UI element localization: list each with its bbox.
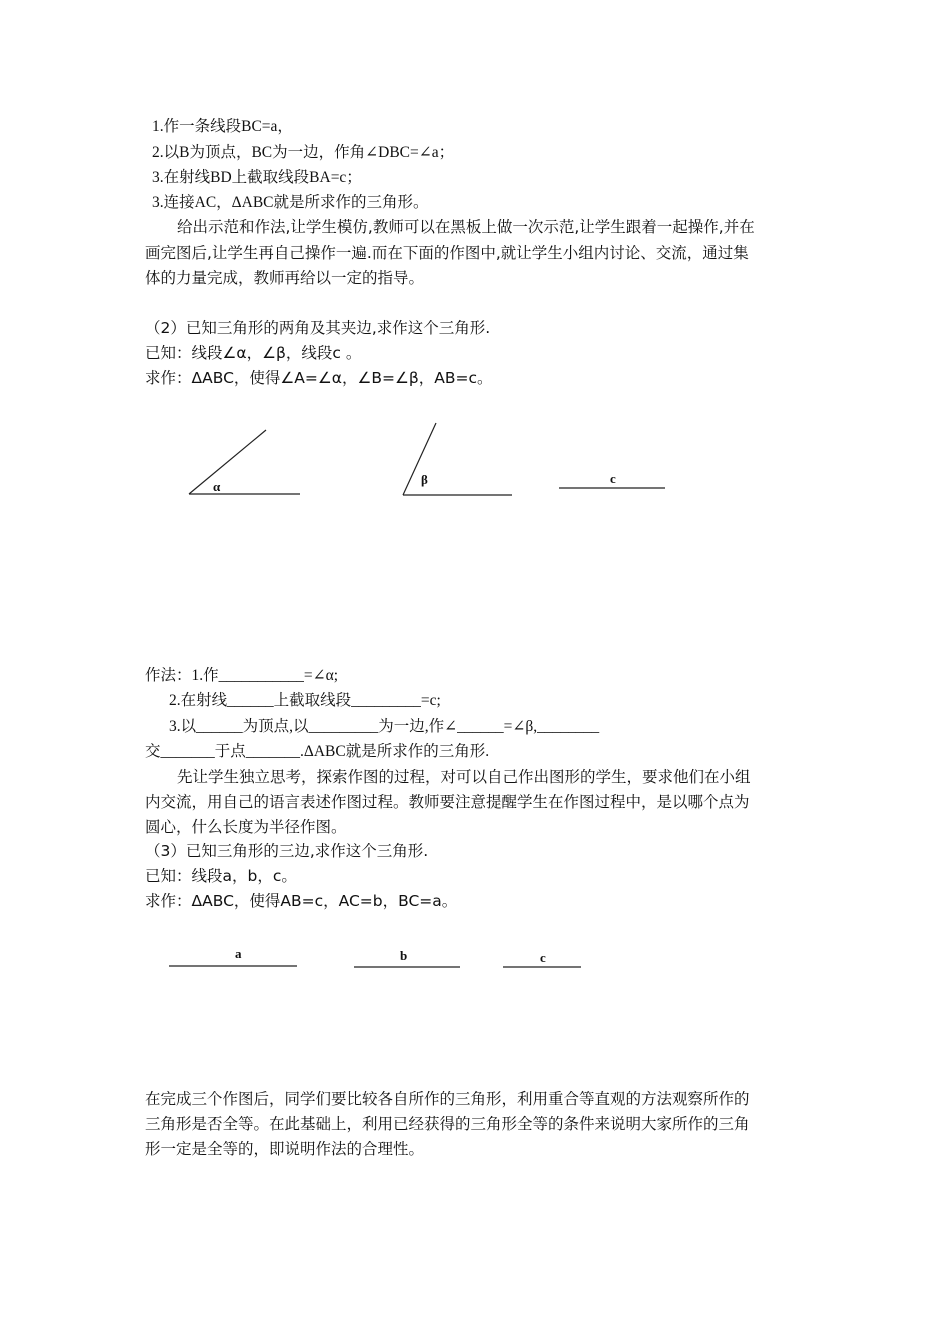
method-2-line-3: 3.以______为顶点,以_________为一边,作∠______=∠β,________ — [169, 718, 600, 735]
problem-3-find: 求作：ΔABC，使得AB=c，AC=b，BC=a。 — [145, 892, 458, 910]
angle-beta-label: β — [421, 472, 428, 487]
conclusion-line-2: 三角形是否全等。在此基础上，利用已经获得的三角形全等的条件来说明大家所作的三角 — [145, 1115, 750, 1133]
paragraph-1-line-1: 给出示范和作法,让学生模仿,教师可以在黑板上做一次示范,让学生跟着一起操作,并在 — [177, 218, 755, 236]
conclusion-line-1: 在完成三个作图后，同学们要比较各自所作的三角形，利用重合等直观的方法观察所作的 — [145, 1090, 750, 1108]
step-1: 1.作一条线段BC=a， — [152, 118, 293, 135]
segment-c-label: c — [610, 471, 616, 486]
step-3: 3.在射线BD上截取线段BA=c； — [152, 169, 362, 186]
paragraph-2-line-1: 先让学生独立思考，探索作图的过程，对可以自己作出图形的学生，要求他们在小组 — [177, 768, 751, 786]
segment-b-label: b — [400, 948, 408, 963]
problem-2-title: （2）已知三角形的两角及其夹边,求作这个三角形. — [145, 319, 491, 337]
method-2-line-2: 2.在射线______上截取线段_________=c; — [169, 692, 441, 709]
problem-3-title: （3）已知三角形的三边,求作这个三角形. — [145, 842, 429, 860]
step-2: 2.以B为顶点，BC为一边，作角∠DBC=∠a； — [152, 144, 455, 161]
problem-3-given: 已知：线段a，b，c。 — [145, 867, 297, 885]
segment-a-label: a — [235, 946, 242, 961]
conclusion-line-3: 形一定是全等的，即说明作法的合理性。 — [145, 1140, 425, 1158]
paragraph-2-line-2: 内交流，用自己的语言表述作图过程。教师要注意提醒学生在作图过程中，是以哪个点为 — [145, 793, 750, 811]
paragraph-1-line-2: 画完图后,让学生再自己操作一遍.而在下面的作图中,就让学生小组内讨论、交流，通过集 — [145, 244, 749, 262]
step-4: 3.连接AC，ΔABC就是所求作的三角形。 — [152, 194, 429, 211]
problem-2-find: 求作：ΔABC，使得∠A=∠α，∠B=∠β，AB=c。 — [145, 369, 493, 387]
angle-alpha-label: α — [213, 479, 221, 494]
segment-c2-label: c — [540, 950, 546, 965]
method-2-line-4: 交_______于点_______.ΔABC就是所求作的三角形. — [145, 743, 490, 760]
problem-2-given: 已知：线段∠α，∠β，线段c 。 — [145, 344, 362, 362]
paragraph-2-line-3: 圆心，什么长度为半径作图。 — [145, 818, 347, 836]
paragraph-1-line-3: 体的力量完成，教师再给以一定的指导。 — [145, 269, 425, 287]
method-2-line-1: 作法：1.作___________=∠α; — [145, 667, 339, 684]
